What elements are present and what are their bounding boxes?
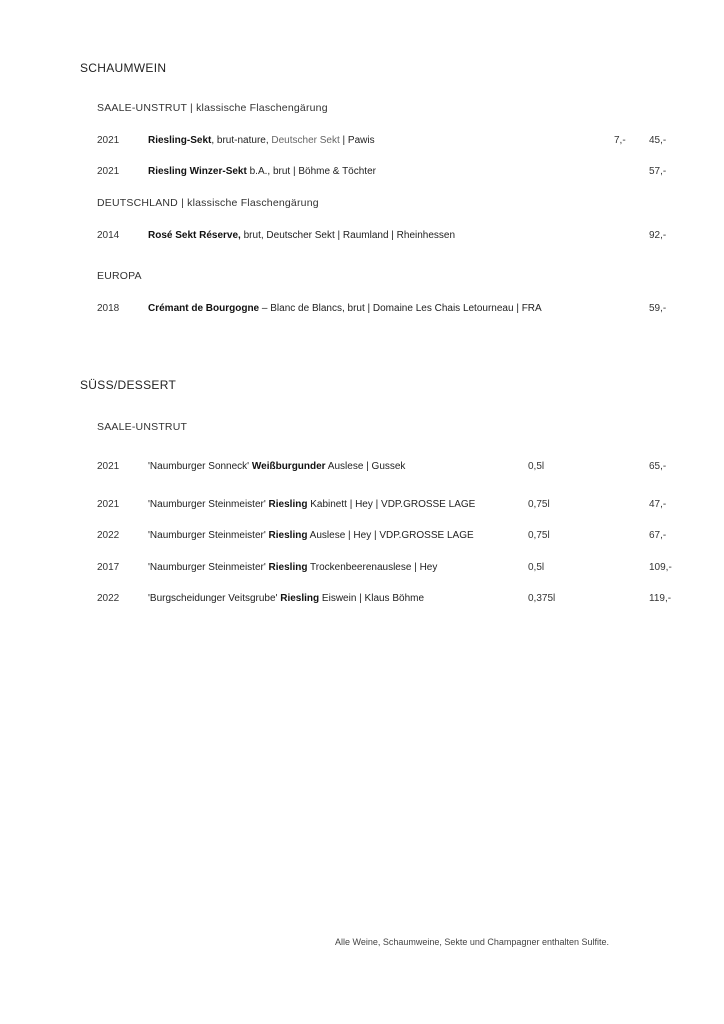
item-year: 2022: [97, 530, 120, 541]
item-year: 2022: [97, 593, 120, 604]
region-saale-unstrut-dessert: SAALE-UNSTRUT: [97, 421, 188, 433]
region-sub: klassische Flaschengärung: [187, 197, 319, 209]
item-detail: brut, Deutscher Sekt | Raumland | Rheinhessen: [240, 230, 456, 241]
item-year: 2014: [97, 230, 120, 241]
item-price: 67,-: [649, 530, 667, 541]
item-year: 2021: [97, 135, 120, 146]
item-price: 57,-: [649, 166, 667, 177]
item-description: [148, 166, 376, 177]
item-name: Riesling: [268, 499, 308, 510]
item-price: 92,-: [649, 230, 667, 241]
item-description: [148, 135, 375, 146]
item-vineyard: 'Burgscheidunger Veitsgrube': [148, 593, 281, 604]
item-detail: – Blanc de Blancs, brut | Domaine Les Chais Letourneau | FRA: [259, 303, 542, 314]
item-year: 2021: [97, 499, 120, 510]
item-vineyard: 'Naumburger Steinmeister': [148, 499, 269, 510]
item-volume: 0,75l: [528, 530, 550, 541]
region-europa: [97, 270, 142, 282]
region-name: EUROPA: [97, 270, 142, 282]
item-vineyard: 'Naumburger Steinmeister': [148, 562, 269, 573]
region-saale-unstrut: SAALE-UNSTRUT | klassische Flaschengärung: [97, 102, 328, 114]
item-description: [148, 499, 475, 510]
item-name: Rosé Sekt Réserve,: [148, 230, 241, 241]
item-detail: Auslese | Hey | VDP.GROSSE LAGE: [307, 530, 474, 541]
item-price: 109,-: [649, 562, 672, 573]
region-name: SAALE-UNSTRUT: [97, 102, 187, 114]
item-name: Riesling: [268, 530, 308, 541]
item-price: 59,-: [649, 303, 667, 314]
item-price: 45,-: [649, 135, 667, 146]
region-sub: klassische Flaschengärung: [196, 102, 328, 114]
item-description: [148, 593, 424, 604]
item-year: 2021: [97, 166, 120, 177]
item-description: [148, 230, 455, 241]
item-volume: 0,5l: [528, 562, 545, 573]
item-price: 47,-: [649, 499, 667, 510]
section-title-schaumwein: SCHAUMWEIN: [80, 61, 167, 75]
item-name: Riesling: [280, 593, 320, 604]
item-name: Crémant de Bourgogne: [148, 303, 260, 314]
item-name: Riesling Winzer-Sekt: [148, 166, 247, 177]
item-volume: 0,75l: [528, 499, 550, 510]
region-deutschland: DEUTSCHLAND | klassische Flaschengärung: [97, 197, 319, 209]
item-detail: Eiswein | Klaus Böhme: [319, 593, 425, 604]
item-glass-price: 7,-: [614, 135, 626, 146]
item-price: 119,-: [649, 593, 672, 604]
section-title-dessert: SÜSS/DESSERT: [80, 378, 177, 392]
item-name: Riesling-Sekt: [148, 135, 212, 146]
item-detail: Auslese | Gussek: [325, 461, 406, 472]
item-year: 2021: [97, 461, 120, 472]
item-vineyard: 'Naumburger Sonneck': [148, 461, 252, 472]
item-producer: | Pawis: [339, 135, 375, 146]
item-description: [148, 303, 542, 314]
item-description: [148, 562, 437, 573]
item-detail-light: Deutscher Sekt: [271, 135, 340, 146]
item-name: Riesling: [268, 562, 308, 573]
item-vineyard: 'Naumburger Steinmeister': [148, 530, 269, 541]
item-volume: 0,375l: [528, 593, 556, 604]
item-year: 2018: [97, 303, 120, 314]
item-description: [148, 461, 405, 472]
region-name: DEUTSCHLAND: [97, 197, 178, 209]
item-detail: Kabinett | Hey | VDP.GROSSE LAGE: [307, 499, 476, 510]
item-year: 2017: [97, 562, 120, 573]
item-detail: Trockenbeerenauslese | Hey: [307, 562, 438, 573]
item-detail: b.A., brut | Böhme & Töchter: [246, 166, 376, 177]
item-volume: 0,5l: [528, 461, 545, 472]
item-detail: , brut-nature,: [211, 135, 272, 146]
item-price: 65,-: [649, 461, 667, 472]
sulfite-footnote: Alle Weine, Schaumweine, Sekte und Champagner enthalten Sulfite.: [335, 937, 609, 947]
item-description: [148, 530, 474, 541]
item-name: Weißburgunder: [251, 461, 326, 472]
